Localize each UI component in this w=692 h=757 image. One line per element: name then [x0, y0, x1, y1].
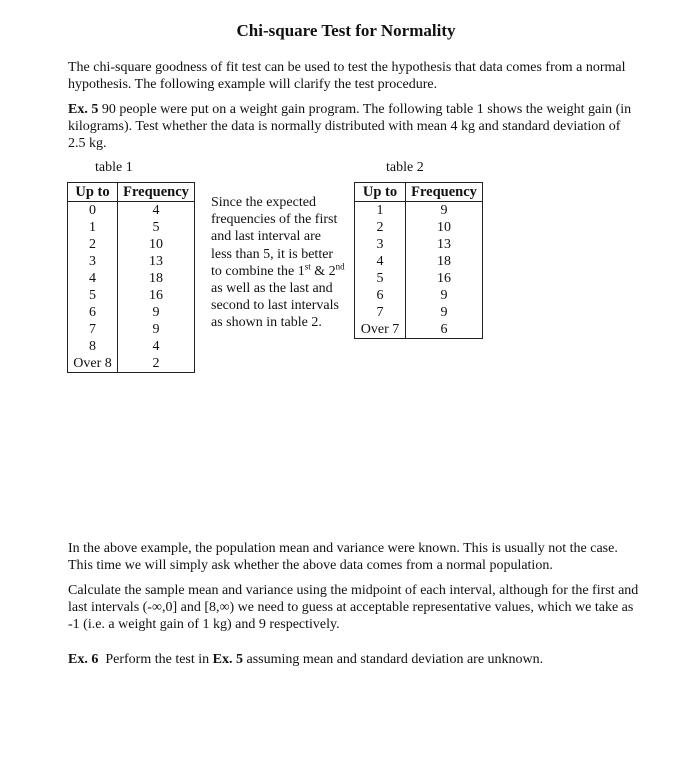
table-row	[355, 321, 483, 339]
example-6-reference: Ex. 5	[212, 652, 243, 667]
table-cell: 7	[355, 304, 406, 321]
note-ordinal-1: 1	[297, 263, 305, 279]
table-cell: 2	[118, 355, 195, 373]
table-cell: 2	[68, 236, 118, 253]
table-cell: 4	[118, 202, 195, 220]
table-cell: 9	[406, 202, 483, 220]
table-row	[355, 202, 483, 220]
table-1-caption: table 1	[95, 160, 133, 175]
table-row	[68, 270, 195, 287]
example-6-paragraph	[68, 651, 640, 668]
table-cell: 9	[118, 321, 195, 338]
table-cell: 1	[68, 219, 118, 236]
table-row	[68, 338, 195, 355]
table-cell: 10	[406, 219, 483, 236]
table-row	[68, 253, 195, 270]
table-cell: 0	[68, 202, 118, 220]
merge-note	[211, 194, 345, 332]
table-cell: 10	[118, 236, 195, 253]
table-row	[68, 202, 195, 220]
table-row	[68, 355, 195, 373]
table-row	[68, 321, 195, 338]
example-5-label: Ex. 5	[68, 102, 99, 117]
table-2-caption: table 2	[386, 160, 424, 175]
table-row	[68, 219, 195, 236]
table-cell: 6	[355, 287, 406, 304]
known-parameters-paragraph: In the above example, the population mean and variance were known. This is usually not the case. This time we will simply ask whether the above data comes from a normal population.	[68, 541, 618, 573]
table-cell: Over 8	[68, 355, 118, 373]
table-cell: 9	[406, 287, 483, 304]
note-text-1: Since the expected frequencies of the first and last interval are less than 5, it is better to combine the	[211, 195, 338, 279]
table-1-header-upto: Up to	[68, 183, 118, 202]
table-cell: 6	[68, 304, 118, 321]
table-cell: 13	[406, 236, 483, 253]
table-row	[68, 236, 195, 253]
table-cell: 4	[118, 338, 195, 355]
table-row	[355, 219, 483, 236]
table-cell: 5	[68, 287, 118, 304]
table-row	[355, 270, 483, 287]
table-1-header-row	[68, 183, 195, 202]
table-2-header-row	[355, 183, 483, 202]
table-cell: 18	[118, 270, 195, 287]
note-sup-2: nd	[335, 261, 345, 272]
table-2-header-frequency: Frequency	[406, 183, 483, 202]
table-cell: 4	[68, 270, 118, 287]
table-cell: 16	[406, 270, 483, 287]
table-cell: 16	[118, 287, 195, 304]
table-row	[355, 253, 483, 270]
table-cell: 2	[355, 219, 406, 236]
table-row	[68, 304, 195, 321]
table-cell: 5	[355, 270, 406, 287]
table-cell: 3	[68, 253, 118, 270]
table-cell: 9	[118, 304, 195, 321]
table-cell: 3	[355, 236, 406, 253]
note-amp: &	[310, 263, 329, 279]
sample-mean-paragraph: Calculate the sample mean and variance using the midpoint of each interval, although for the first and last intervals (-∞,0] and [8,∞) we need to guess at acceptable representative values, which we take as -1 (i.e. a weight gain of 1 kg) and 9 respectively.	[68, 583, 639, 632]
table-cell: 5	[118, 219, 195, 236]
table-row	[355, 236, 483, 253]
table-cell: 6	[406, 321, 483, 339]
table-2	[354, 182, 483, 339]
example-6-text-b: assuming mean and standard deviation are unknown.	[246, 652, 544, 667]
table-cell: 8	[68, 338, 118, 355]
table-row	[355, 287, 483, 304]
table-cell: Over 7	[355, 321, 406, 339]
table-1	[67, 182, 195, 373]
example-6-label: Ex. 6	[68, 652, 99, 667]
note-ordinal-2: 2	[328, 263, 336, 279]
table-cell: 1	[355, 202, 406, 220]
table-cell: 4	[355, 253, 406, 270]
table-cell: 18	[406, 253, 483, 270]
table-2-header-upto: Up to	[355, 183, 406, 202]
page-title: Chi-square Test for Normality	[236, 21, 456, 40]
table-1-header-frequency: Frequency	[118, 183, 195, 202]
note-sup-1: st	[304, 261, 311, 272]
table-cell: 7	[68, 321, 118, 338]
intro-paragraph: The chi-square goodness of fit test can be used to test the hypothesis that data comes from a normal hypothesis. The following example will clarify the test procedure.	[68, 60, 626, 92]
table-cell: 13	[118, 253, 195, 270]
example-5-paragraph	[68, 101, 640, 152]
table-row	[355, 304, 483, 321]
table-cell: 9	[406, 304, 483, 321]
example-5-text: 90 people were put on a weight gain program. The following table 1 shows the weight gain (in kilograms). Test whether the data is normally distributed with mean 4 kg and standard deviation of 2.5 kg.	[68, 102, 632, 151]
note-text-2: as well as the last and second to last intervals as shown in table 2.	[211, 281, 339, 331]
example-6-text-a: Perform the test in	[105, 652, 210, 667]
table-row	[68, 287, 195, 304]
